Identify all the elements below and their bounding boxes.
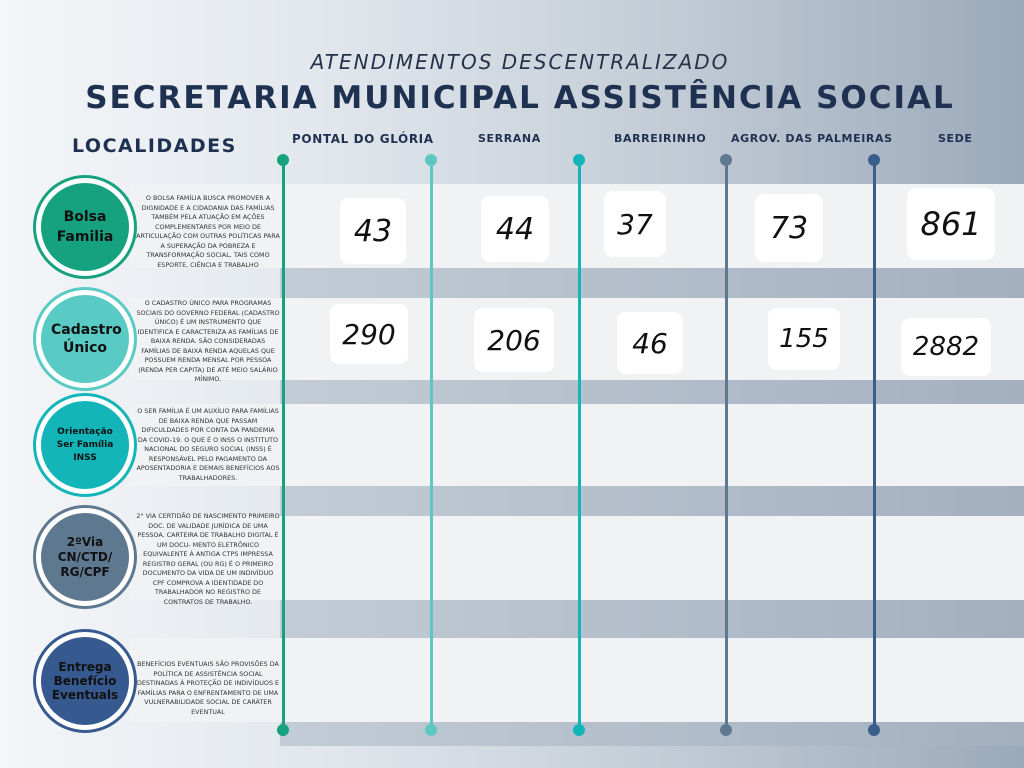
row-separator-1 [280,268,1024,298]
column-header-pontal: PONTAL DO GLÓRIA [292,132,434,146]
column-line-barreirinho [578,160,581,730]
value-card: 2882 [901,318,991,376]
column-dot-top [277,154,289,166]
row-circle-segunda-via [36,508,134,606]
row-description: O CADASTRO ÚNICO PARA PROGRAMAS SOCIAIS DO GOVERNO FEDERAL (CADASTRO ÚNICO) É UM INSTRUMENTO QUE IDENTIFICA E CARACTERIZA AS FAMÍLIAS DE BAIXA RENDA. SÃO CONSIDERADAS FAMÍLIAS DE BAIXA RENDA AQUELAS QUE POSSUEM RENDA MENSAL POR PESSOA (RENDA PER CAPITA) DE ATÉ MEIO SALÁRIO MÍNIMO. [136,299,280,383]
row-label: Bolsa Familia [56,209,114,245]
row-circle-ser-familia [36,396,134,494]
row-description: 2° VIA CERTIDÃO DE NASCIMENTO PRIMEIRO DOC. DE VALIDADE JURÍDICA DE UMA PESSOA. CARTEIRA DE TRABALHO DIGITAL É UM DOCU- MENTO ELETRÔNICO EQUIVALENTE À ANTIGA CTPS IMPRESSA REGISTRO GERAL (OU RG) É O PRIMEIRO DOCUMENTO DA VIDA DE UM INDIVÍDUO CPF COMPROVA A IDENTIDADE DO TRABALHADOR NO REGISTRO DE CONTRATOS DE TRABALHO. [136,512,280,606]
column-line-serrana [430,160,433,730]
column-header-sede: SEDE [938,132,973,145]
row-description: O SER FAMÍLIA É UM AUXÍLIO PARA FAMÍLIAS DE BAIXA RENDA QUE PASSAM DIFICULDADES POR CONTA DA PANDEMIA DA COVID-19. O QUE É O INSS O INSTITUTO NACIONAL DO SEGURO SOCIAL (INSS) É RESPONSÁVEL PELO PAGAMENTO DA APOSENTADORIA E DEMAIS BENEFÍCIOS AOS TRABALHADORES. [136,407,280,482]
row-label: 2ºVia CN/CTD/ RG/CPF [57,534,113,579]
column-line-palmeiras [725,160,728,730]
row-circle-beneficio-eventual [36,632,134,730]
row-circle-bolsa-familia [36,178,134,276]
column-line-pontal [282,160,285,730]
row-separator-3 [280,486,1024,516]
page-subtitle: ATENDIMENTOS DESCENTRALIZADO [310,50,730,74]
value-card: 155 [768,308,840,370]
column-dot-top [573,154,585,166]
value-card: 206 [474,308,554,372]
column-dot-bottom [425,724,437,736]
column-line-sede [873,160,876,730]
row-description: BENEFÍCIOS EVENTUAIS SÃO PROVISÕES DA POLÍTICA DE ASSISTÊNCIA SOCIAL DESTINADAS À PROTEÇÃO DE INDIVÍDUOS E FAMÍLIAS PARA O ENFRENTAMENTO DE UMA VULNERABILIDADE SOCIAL DE CARÁTER EVENTUAL [136,660,280,716]
row-separator-4 [280,600,1024,638]
column-dot-bottom [720,724,732,736]
value-card: 861 [907,188,995,260]
column-header-palmeiras: AGROV. DAS PALMEIRAS [731,132,893,145]
page-title: SECRETARIA MUNICIPAL ASSISTÊNCIA SOCIAL [85,80,955,116]
value-card: 44 [481,196,549,262]
row-label: Cadastro Único [51,322,122,356]
value-card: 37 [604,191,666,257]
row-circle-cadastro-unico [36,290,134,388]
column-dot-bottom [573,724,585,736]
column-dot-top [720,154,732,166]
value-card: 73 [755,194,823,262]
column-dot-bottom [277,724,289,736]
value-card: 290 [330,304,408,364]
row-description: O BOLSA FAMÍLIA BUSCA PROMOVER A DIGNIDADE E A CIDADANIA DAS FAMÍLIAS TAMBÉM PELA ATUAÇÃO EM AÇÕES COMPLEMENTARES POR MEIO DE ARTICULAÇÃO COM OUTRAS POLÍTICAS PARA A SUPERAÇÃO DA POBREZA E TRANSFORMAÇÃO SOCIAL, TAIS COMO ESPORTE, CIÊNCIA E TRABALHO [136,194,280,269]
localidades-heading: LOCALIDADES [72,135,237,157]
column-dot-top [425,154,437,166]
column-dot-top [868,154,880,166]
column-dot-bottom [868,724,880,736]
value-card: 46 [617,312,683,374]
row-label: Orientação Ser Família INSS [56,426,114,463]
row-separator-2 [280,380,1024,404]
row-label: Entrega Benefício Eventuals [51,660,119,702]
column-header-serrana: SERRANA [478,132,541,145]
column-header-barreirinho: BARREIRINHO [614,132,707,145]
row-separator-5 [280,722,1024,746]
value-card: 43 [340,198,406,264]
